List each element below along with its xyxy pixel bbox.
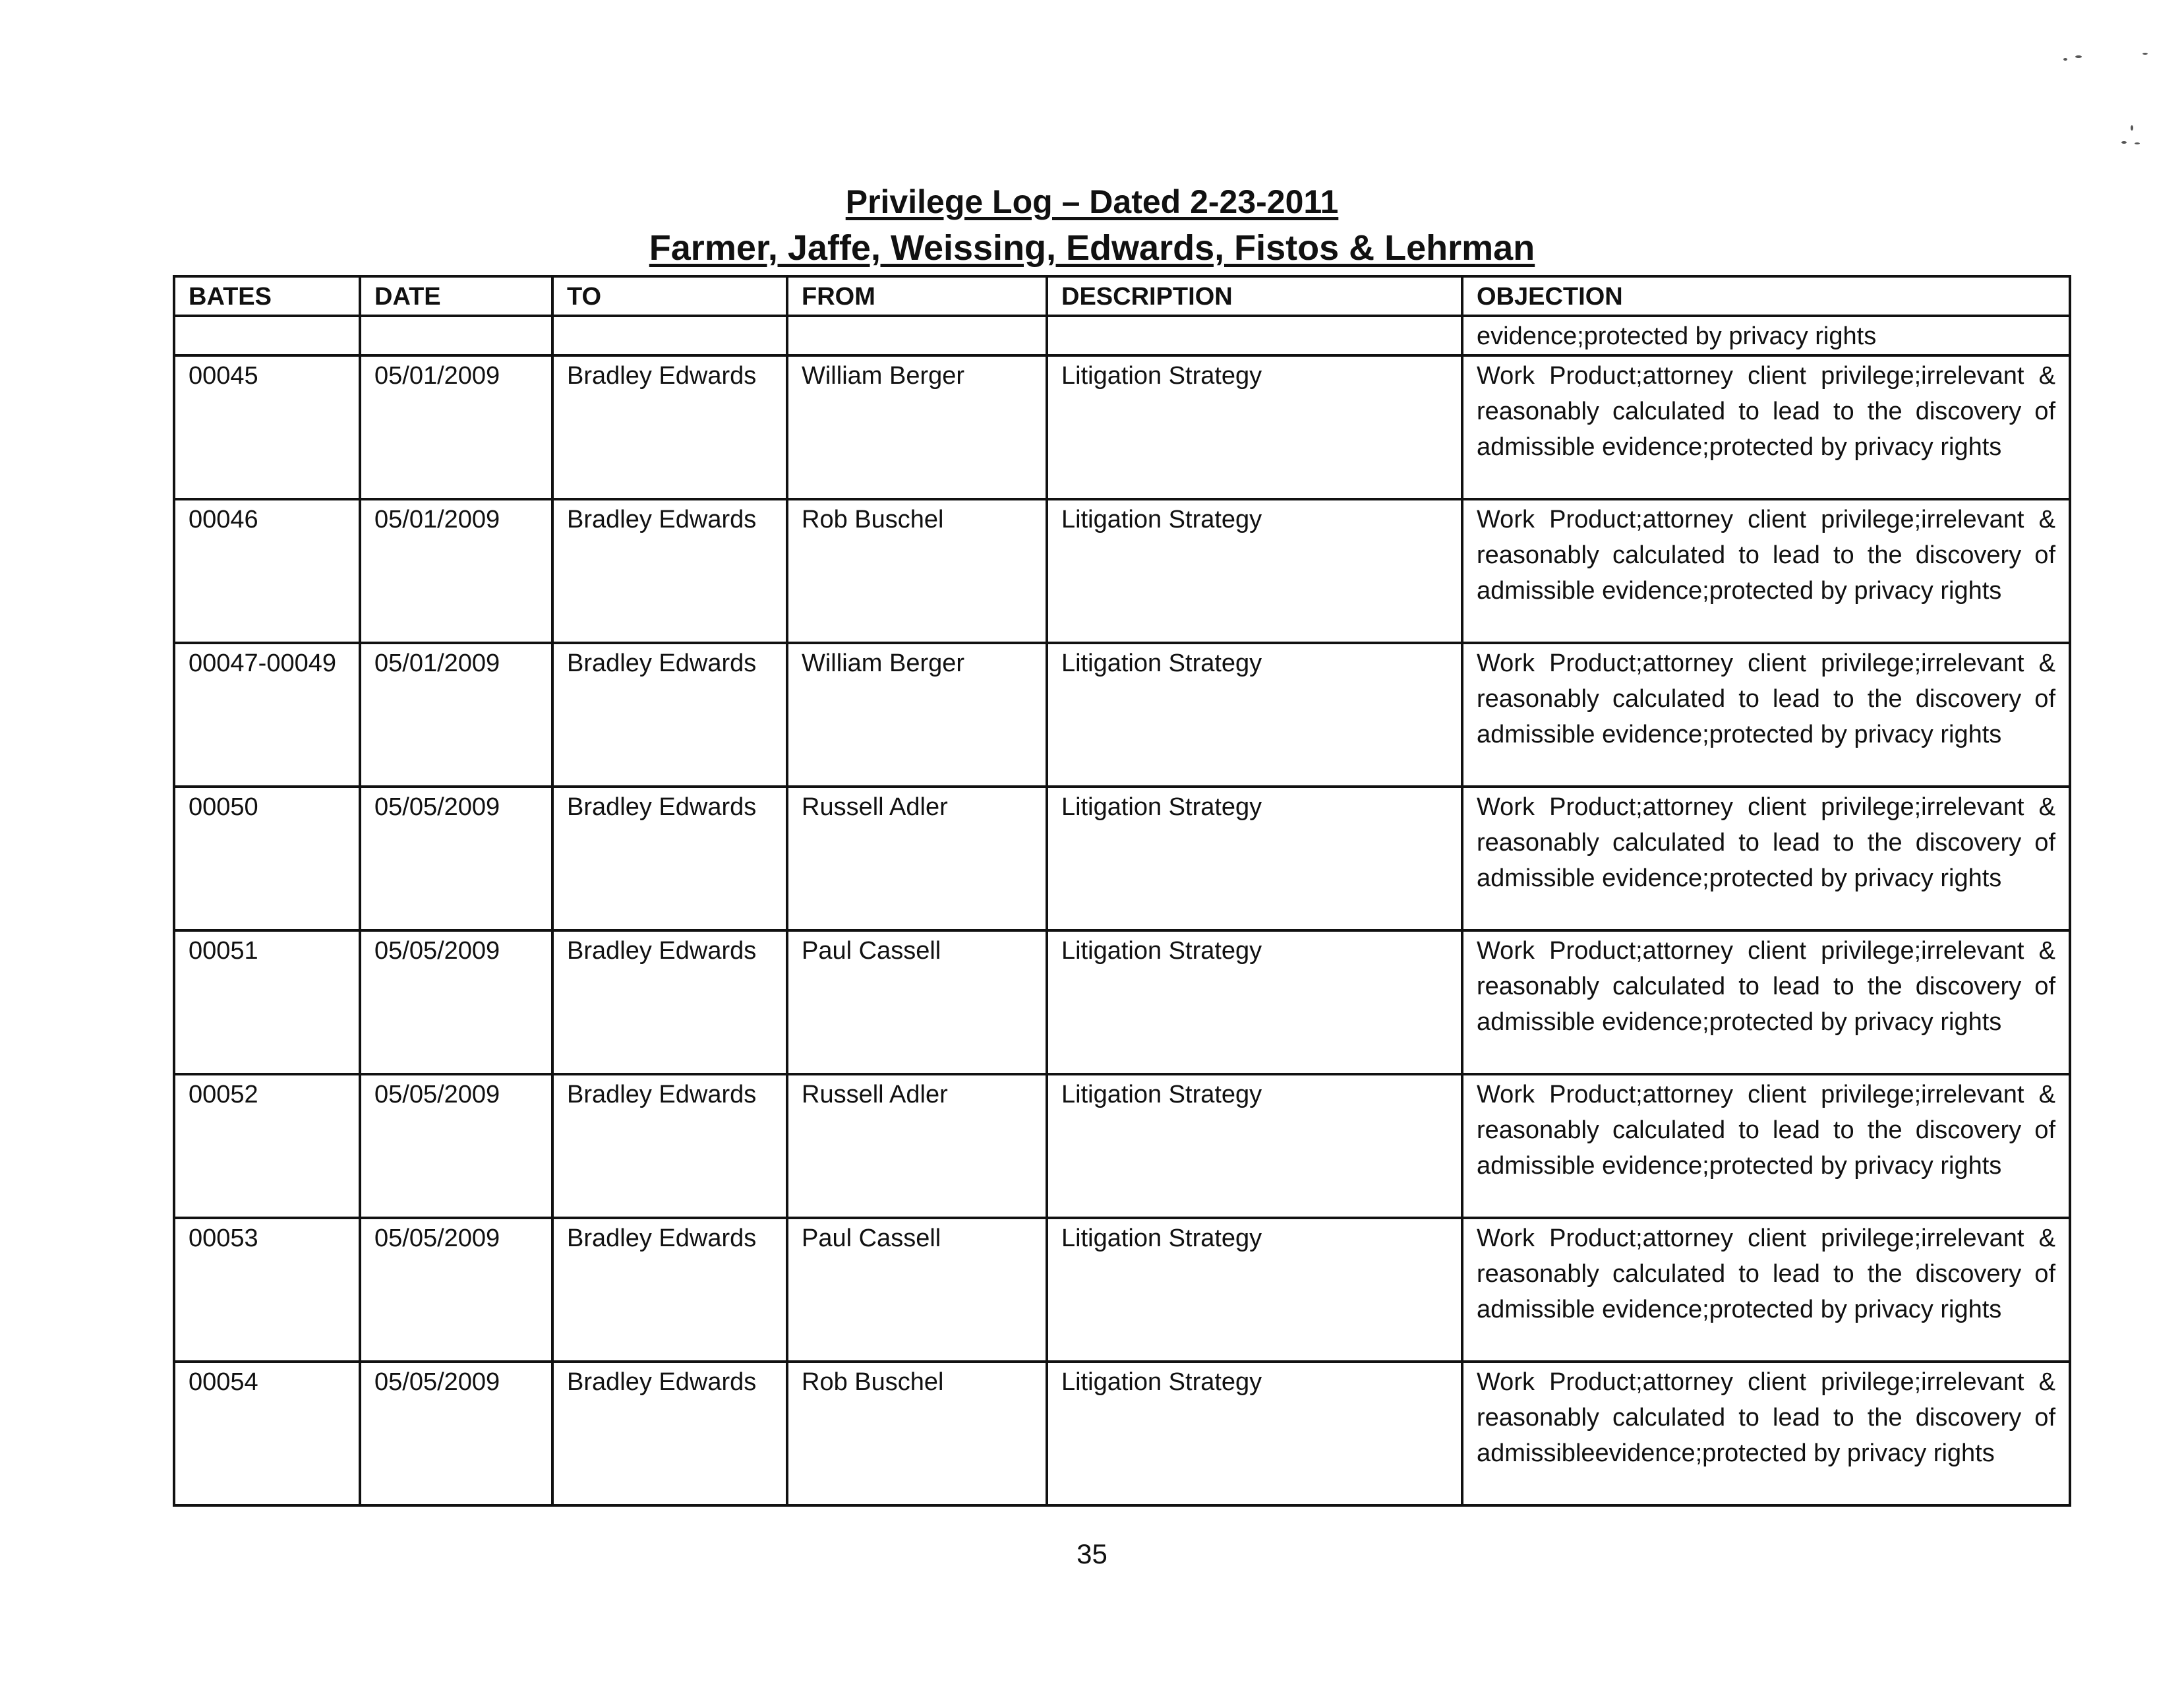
- header-bates: BATES: [174, 276, 360, 316]
- cell-to: Bradley Edwards: [552, 1218, 787, 1362]
- table-header-row: [174, 276, 2070, 316]
- scan-speck: [2063, 58, 2067, 61]
- table-row: [174, 643, 2070, 787]
- scan-speck: [2142, 53, 2148, 55]
- cell-date: 05/05/2009: [360, 930, 552, 1074]
- cell-from: Rob Buschel: [787, 1362, 1047, 1505]
- continuation-row: [174, 316, 2070, 355]
- cell-bates: 00052: [174, 1074, 360, 1218]
- scan-speck: [2121, 141, 2127, 144]
- cell-to: Bradley Edwards: [552, 1074, 787, 1218]
- cell-description: Litigation Strategy: [1047, 355, 1462, 499]
- cell-from: Paul Cassell: [787, 930, 1047, 1074]
- table-cell: [787, 316, 1047, 355]
- table-row: [174, 787, 2070, 930]
- cell-bates: 00051: [174, 930, 360, 1074]
- table-row: [174, 499, 2070, 643]
- header-description: DESCRIPTION: [1047, 276, 1462, 316]
- cell-description: Litigation Strategy: [1047, 1074, 1462, 1218]
- cell-to: Bradley Edwards: [552, 355, 787, 499]
- cell-date: 05/05/2009: [360, 1362, 552, 1505]
- cell-to: Bradley Edwards: [552, 787, 787, 930]
- header-from: FROM: [787, 276, 1047, 316]
- cell-date: 05/01/2009: [360, 643, 552, 787]
- table-cell: [174, 316, 360, 355]
- cell-date: 05/05/2009: [360, 1218, 552, 1362]
- document-title: Privilege Log – Dated 2-23-2011: [845, 183, 1339, 220]
- cell-from: Russell Adler: [787, 787, 1047, 930]
- cell-description: Litigation Strategy: [1047, 1362, 1462, 1505]
- cell-objection: Work Product;attorney client privilege;irrelevant & reasonably calculated to lead to the discovery of admissible evidence;protected by privacy rights: [1462, 499, 2070, 643]
- table-cell: [360, 316, 552, 355]
- cell-objection: Work Product;attorney client privilege;irrelevant & reasonably calculated to lead to the discovery of admissible evidence;protected by privacy rights: [1462, 355, 2070, 499]
- cell-bates: 00046: [174, 499, 360, 643]
- cell-objection: Work Product;attorney client privilege;irrelevant & reasonably calculated to lead to the discovery of admissible evidence;protected by privacy rights: [1462, 1218, 2070, 1362]
- cell-bates: 00054: [174, 1362, 360, 1505]
- cell-bates: 00053: [174, 1218, 360, 1362]
- cell-objection: Work Product;attorney client privilege;irrelevant & reasonably calculated to lead to the discovery of admissible evidence;protected by privacy rights: [1462, 643, 2070, 787]
- header-to: TO: [552, 276, 787, 316]
- table-row: [174, 1362, 2070, 1505]
- document-subtitle: Farmer, Jaffe, Weissing, Edwards, Fistos & Lehrman: [649, 228, 1535, 268]
- scan-speck: [2131, 125, 2133, 131]
- cell-date: 05/01/2009: [360, 499, 552, 643]
- privilege-log-table: [173, 275, 2071, 1507]
- cell-objection: Work Product;attorney client privilege;irrelevant & reasonably calculated to lead to the discovery of admissible evidence;protected by privacy rights: [1462, 930, 2070, 1074]
- continuation-objection: evidence;protected by privacy rights: [1462, 316, 2070, 355]
- cell-description: Litigation Strategy: [1047, 1218, 1462, 1362]
- cell-date: 05/05/2009: [360, 1074, 552, 1218]
- cell-to: Bradley Edwards: [552, 930, 787, 1074]
- header-date: DATE: [360, 276, 552, 316]
- table-row: [174, 1074, 2070, 1218]
- cell-from: Rob Buschel: [787, 499, 1047, 643]
- cell-bates: 00047-00049: [174, 643, 360, 787]
- page-number: 35: [1077, 1538, 1107, 1569]
- cell-bates: 00045: [174, 355, 360, 499]
- cell-to: Bradley Edwards: [552, 499, 787, 643]
- cell-from: Paul Cassell: [787, 1218, 1047, 1362]
- cell-description: Litigation Strategy: [1047, 787, 1462, 930]
- scan-speck: [2075, 55, 2082, 58]
- cell-from: Russell Adler: [787, 1074, 1047, 1218]
- table-cell: [552, 316, 787, 355]
- cell-to: Bradley Edwards: [552, 1362, 787, 1505]
- table-row: [174, 930, 2070, 1074]
- cell-from: William Berger: [787, 643, 1047, 787]
- table-row: [174, 1218, 2070, 1362]
- table-cell: [1047, 316, 1462, 355]
- cell-bates: 00050: [174, 787, 360, 930]
- cell-objection: Work Product;attorney client privilege;irrelevant & reasonably calculated to lead to the discovery of admissible evidence;protected by privacy rights: [1462, 1074, 2070, 1218]
- table-row: [174, 355, 2070, 499]
- header-objection: OBJECTION: [1462, 276, 2070, 316]
- scan-speck: [2135, 142, 2140, 144]
- cell-date: 05/01/2009: [360, 355, 552, 499]
- cell-to: Bradley Edwards: [552, 643, 787, 787]
- cell-description: Litigation Strategy: [1047, 930, 1462, 1074]
- cell-objection: Work Product;attorney client privilege;irrelevant & reasonably calculated to lead to the discovery of admissible evidence;protected by privacy rights: [1462, 787, 2070, 930]
- cell-date: 05/05/2009: [360, 787, 552, 930]
- cell-description: Litigation Strategy: [1047, 499, 1462, 643]
- cell-description: Litigation Strategy: [1047, 643, 1462, 787]
- cell-objection: Work Product;attorney client privilege;irrelevant & reasonably calculated to lead to the discovery of admissibleevidence;protected by privacy rights: [1462, 1362, 2070, 1505]
- cell-from: William Berger: [787, 355, 1047, 499]
